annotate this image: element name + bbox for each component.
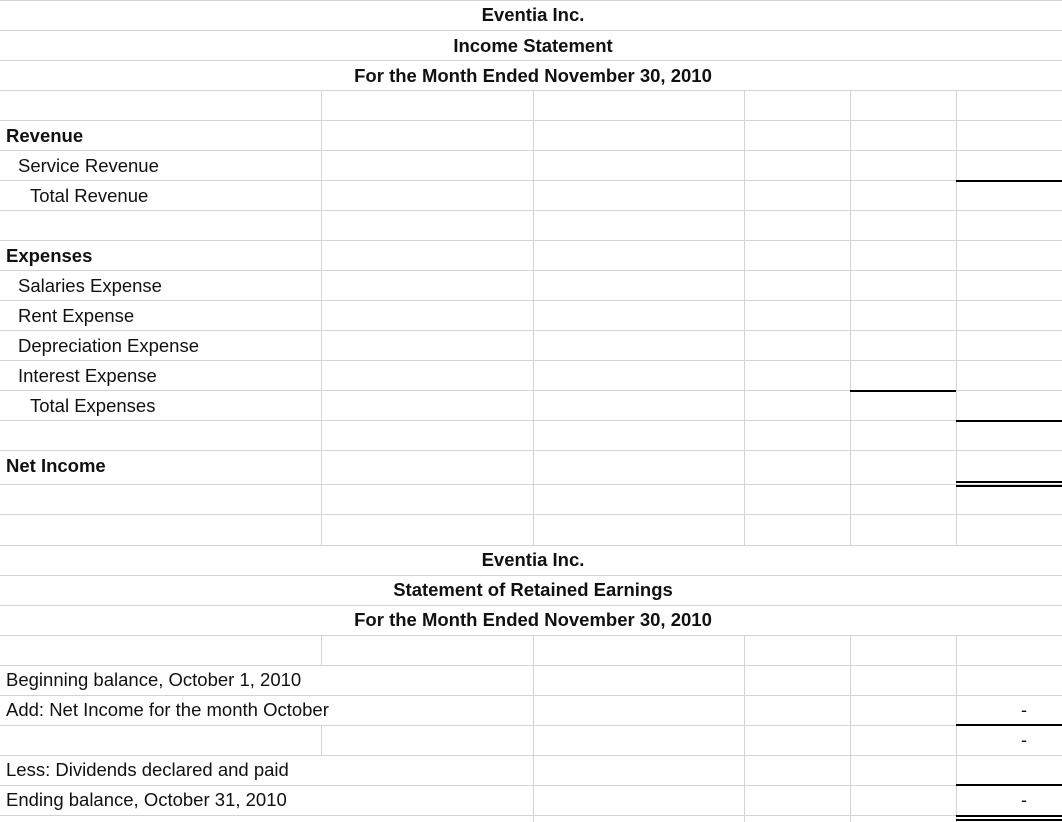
- grid-col-line: [321, 635, 322, 665]
- add-net-income-row: [0, 695, 1062, 725]
- rent-expense-label: Rent Expense: [18, 305, 135, 326]
- salaries-expense-label: Salaries Expense: [18, 275, 162, 296]
- less-dividends-row: [0, 755, 1062, 785]
- total-expenses-row: [0, 391, 1062, 421]
- beginning-balance-row: [0, 665, 1062, 695]
- retained-earnings-period: For the Month Ended November 30, 2010: [354, 609, 712, 630]
- income-statement-company: Eventia Inc.: [481, 4, 585, 25]
- add-net-income-label: Add: Net Income for the month October: [6, 699, 329, 720]
- net-income-row: [0, 451, 1062, 481]
- grid-row-line: [0, 484, 1062, 485]
- grid-row-line: [0, 815, 1062, 816]
- add-net-income-underline: [956, 724, 1062, 726]
- retained-earnings-title: Statement of Retained Earnings: [393, 579, 673, 600]
- net-income-double-underline-bottom: [956, 485, 1062, 487]
- ending-balance-row: [0, 785, 1062, 815]
- expenses-heading-row: [0, 241, 1062, 271]
- retained-earnings-title-row: [0, 575, 1062, 605]
- income-statement-period: For the Month Ended November 30, 2010: [354, 65, 712, 86]
- retained-earnings-company: Eventia Inc.: [481, 549, 585, 570]
- beginning-balance-label: Beginning balance, October 1, 2010: [6, 669, 302, 690]
- net-income-label: Net Income: [6, 455, 106, 476]
- subtotal-row: [0, 725, 1062, 755]
- total-expenses-underline: [956, 420, 1062, 422]
- interest-expense-label: Interest Expense: [18, 365, 157, 386]
- depreciation-expense-label: Depreciation Expense: [18, 335, 199, 356]
- interest-expense-underline: [850, 390, 956, 392]
- net-income-double-underline-top: [956, 481, 1062, 483]
- revenue-heading: Revenue: [6, 125, 84, 146]
- subtotal-value: -: [1021, 730, 1027, 750]
- ending-balance-label: Ending balance, October 31, 2010: [6, 789, 287, 810]
- less-dividends-underline: [956, 784, 1062, 786]
- retained-earnings-period-row: [0, 605, 1062, 635]
- salaries-expense-row: [0, 271, 1062, 301]
- expenses-heading: Expenses: [6, 245, 93, 266]
- rent-expense-row: [0, 301, 1062, 331]
- total-revenue-label: Total Revenue: [30, 185, 149, 206]
- add-net-income-value: -: [1021, 700, 1027, 720]
- less-dividends-label: Less: Dividends declared and paid: [6, 759, 289, 780]
- grid-row-line: [0, 635, 1062, 636]
- grid-row-line: [0, 514, 1062, 515]
- revenue-heading-row: [0, 121, 1062, 151]
- ending-balance-double-underline-bottom: [956, 819, 1062, 821]
- interest-expense-row: [0, 361, 1062, 391]
- service-revenue-label: Service Revenue: [18, 155, 159, 176]
- service-revenue-row: [0, 151, 1062, 181]
- income-statement-period-row: [0, 61, 1062, 91]
- ending-balance-double-underline-top: [956, 815, 1062, 817]
- total-expenses-label: Total Expenses: [30, 395, 156, 416]
- retained-earnings-company-row: [0, 545, 1062, 575]
- income-statement-title-row: [0, 31, 1062, 61]
- total-revenue-underline: [956, 180, 1062, 182]
- total-revenue-row: [0, 181, 1062, 211]
- depreciation-expense-row: [0, 331, 1062, 361]
- ending-balance-value: -: [1021, 790, 1027, 810]
- income-statement-title: Income Statement: [453, 35, 613, 56]
- income-statement-company-row: [0, 0, 1062, 30]
